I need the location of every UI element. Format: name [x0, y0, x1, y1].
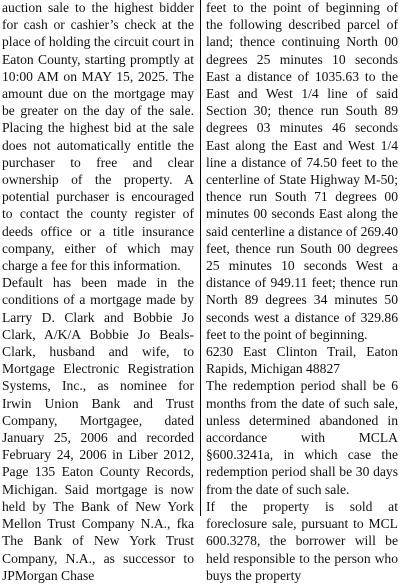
property-address-paragraph: 6230 East Clinton Trail, Eaton Rapids, Michigan 48827	[206, 344, 398, 377]
foreclosure-responsibility-paragraph: If the property is sold at foreclosure sale, pursuant to MCL 600.3278, the borrower will be held responsible to the person who buys the property	[206, 498, 398, 583]
legal-description-paragraph: feet to the point of beginning of the following described parcel of land; thence continuing North 00 degrees 25 minutes 10 seconds East a distance of 1035.63 to the East and West 1/4 line of said Section 30; thence run South 89 degrees 03 minutes 46 seconds East along the East and West 1/4 line a distance of 74.50 feet to the centerline of State Highway M-50; thence run South 71 degrees 00 minutes 00 seconds East along the said centerline a distance of 269.40 feet, thence run South 00 degrees 25 minutes 10 seconds West a distance of 949.11 feet; thence run North 89 degrees 34 minutes 50 seconds west a distance of 329.86 feet to the point of beginning.	[206, 0, 398, 342]
right-text-column	[206, 0, 398, 584]
mortgage-default-paragraph: Default has been made in the conditions of a mortgage made by Larry D. Clark and Bobbie Jo Clark, A/K/A Bobbie Jo Beals-Clark, husband and wife, to Mortgage Electronic Registration Systems, Inc., as nominee for Irwin Union Bank and Trust Company, Mortgagee, dated January 25, 2006 and recorded February 24, 2006 in Liber 2012, Page 135 Eaton County Records, Michigan. Said mortgage is now held by The Bank of New York Mellon Trust Company N.A., fka The Bank of New York Trust Company, N.A., as successor to JPMorgan Chase	[2, 275, 194, 583]
left-text-column	[2, 0, 194, 584]
sale-terms-paragraph: auction sale to the highest bidder for cash or cashier’s check at the place of holding the circuit court in Eaton County, starting promptly at 10:00 AM on MAY 15, 2025. The amount due on the mortgage may be greater on the day of the sale. Placing the highest bid at the sale does not automatically entitle the purchaser to free and clear ownership of the property. A potential purchaser is encouraged to contact the county register of deeds office or a title insurance company, either of which may charge a fee for this information.	[2, 0, 194, 274]
column-divider	[200, 0, 201, 516]
redemption-period-paragraph: The redemption period shall be 6 months from the date of such sale, unless determined abandoned in accordance with MCLA §600.3241a, in which case the redemption period shall be 30 days from the date of such sale.	[206, 378, 398, 497]
